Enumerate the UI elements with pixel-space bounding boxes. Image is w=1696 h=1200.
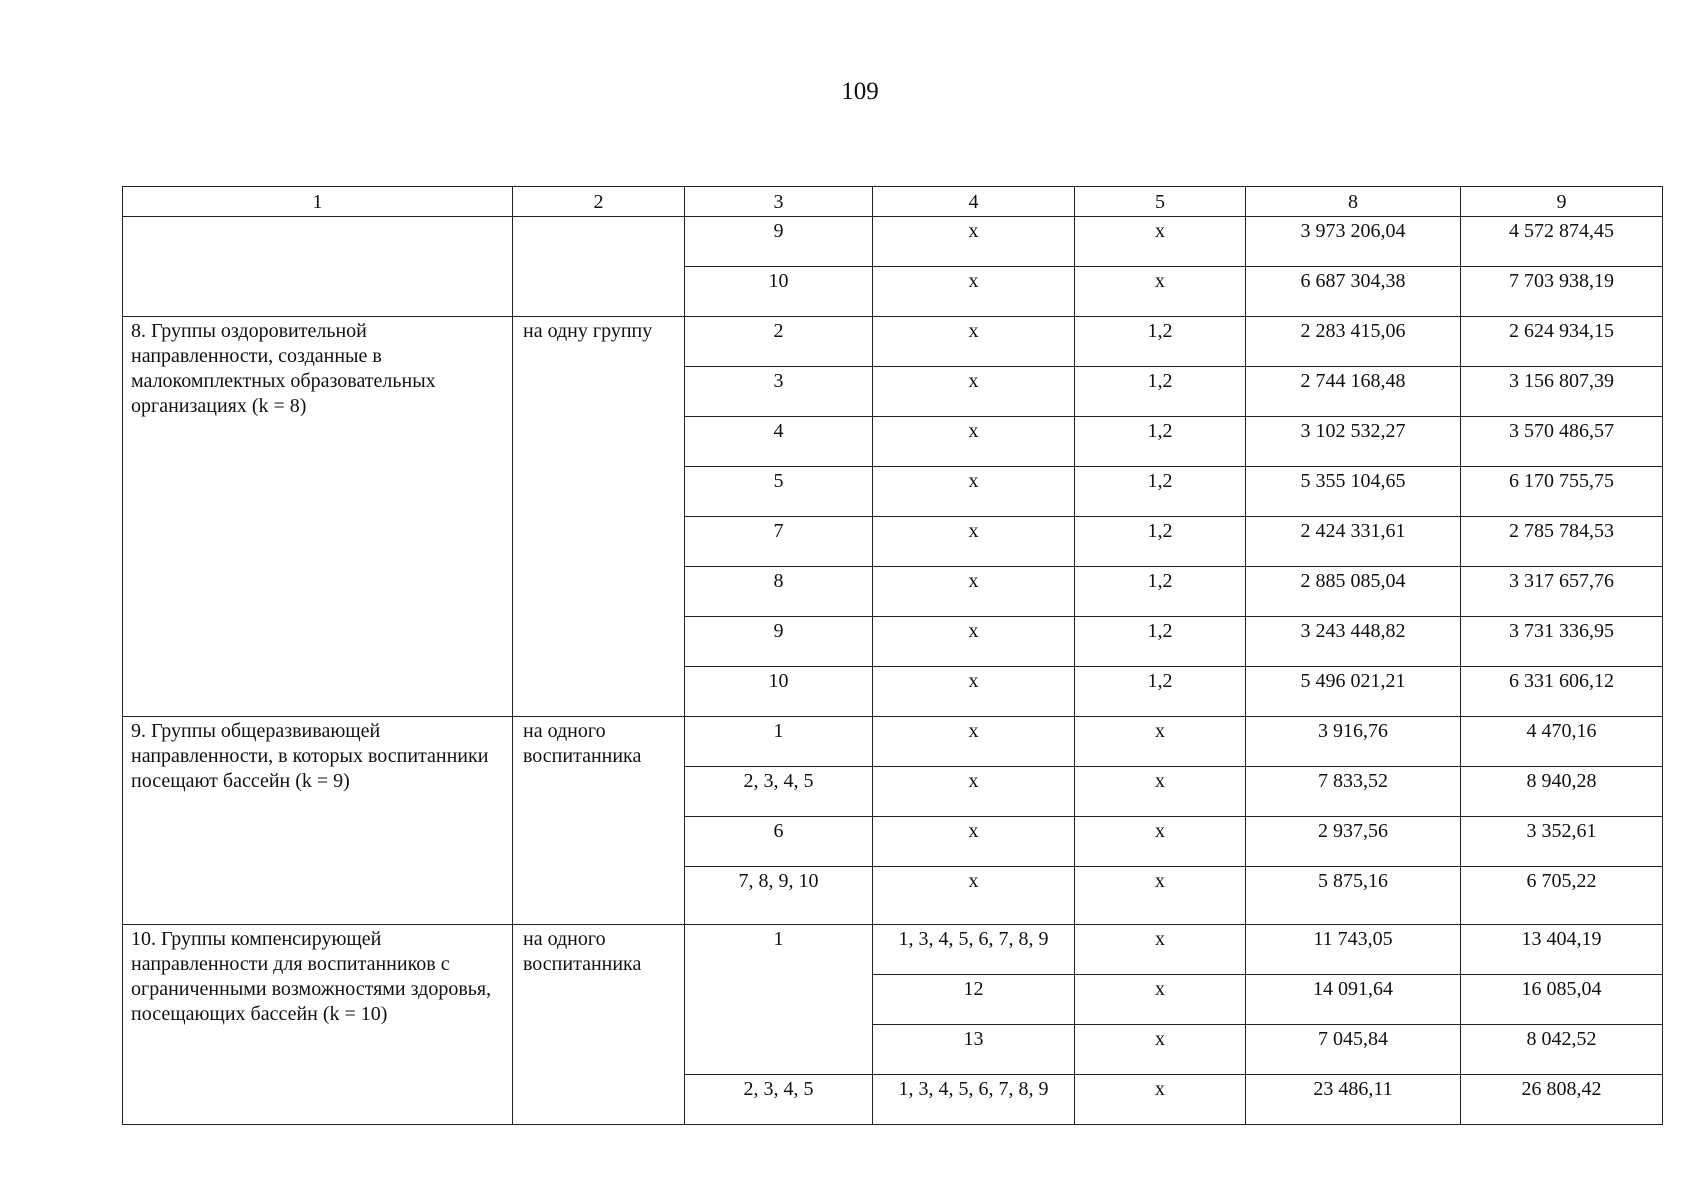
group-9-unit: на одного воспитанника: [513, 717, 685, 925]
continuation-name-cell: [123, 217, 513, 317]
cell-c9: 2 624 934,15: [1461, 317, 1663, 367]
cell-c9: 3 570 486,57: [1461, 417, 1663, 467]
cell-c3: 5: [685, 467, 873, 517]
cell-c5: х: [1075, 817, 1246, 867]
header-cell-4: 4: [873, 187, 1075, 217]
cell-c4: 13: [873, 1025, 1075, 1075]
cell-c5: х: [1075, 975, 1246, 1025]
cell-c9: 3 156 807,39: [1461, 367, 1663, 417]
cell-c8: 2 885 085,04: [1246, 567, 1461, 617]
cell-c3: 9: [685, 217, 873, 267]
cell-c4: х: [873, 467, 1075, 517]
cell-c5: х: [1075, 1025, 1246, 1075]
cell-c8: 5 496 021,21: [1246, 667, 1461, 717]
cell-c5: 1,2: [1075, 567, 1246, 617]
cell-c4: х: [873, 617, 1075, 667]
cell-c8: 7 045,84: [1246, 1025, 1461, 1075]
cell-c5: х: [1075, 1075, 1246, 1125]
cell-c5: х: [1075, 867, 1246, 925]
page-number: 109: [841, 78, 879, 105]
cell-c3: 2, 3, 4, 5: [685, 767, 873, 817]
cell-c5: х: [1075, 717, 1246, 767]
cell-c9: 26 808,42: [1461, 1075, 1663, 1125]
cell-c8: 5 355 104,65: [1246, 467, 1461, 517]
cell-c9: 3 731 336,95: [1461, 617, 1663, 667]
cell-c4: х: [873, 717, 1075, 767]
group-8-unit: на одну группу: [513, 317, 685, 717]
group-8-name: 8. Группы оздоровительной направленности, созданные в малокомплектных образовательных организациях (k = 8): [123, 317, 513, 717]
cell-c3: 4: [685, 417, 873, 467]
cell-c9: 13 404,19: [1461, 925, 1663, 975]
cell-c4: х: [873, 517, 1075, 567]
table-row: [123, 717, 1663, 767]
group-9-name: 9. Группы общеразвивающей направленности, в которых воспитанники посещают бассейн (k = 9): [123, 717, 513, 925]
cell-c9: 4 470,16: [1461, 717, 1663, 767]
cell-c8: 23 486,11: [1246, 1075, 1461, 1125]
cell-c8: 5 875,16: [1246, 867, 1461, 925]
cell-c5: х: [1075, 767, 1246, 817]
cell-c3: 2: [685, 317, 873, 367]
continuation-unit-cell: [513, 217, 685, 317]
cell-c3: 7: [685, 517, 873, 567]
cell-c5: 1,2: [1075, 367, 1246, 417]
header-cell-5: 5: [1075, 187, 1246, 217]
table-row: [123, 217, 1663, 267]
cell-c4: 12: [873, 975, 1075, 1025]
cell-c4: х: [873, 217, 1075, 267]
cell-c4: х: [873, 867, 1075, 925]
cell-c3: 6: [685, 817, 873, 867]
header-cell-8: 8: [1246, 187, 1461, 217]
cell-c3: 1: [685, 717, 873, 767]
cell-c8: 2 744 168,48: [1246, 367, 1461, 417]
cell-c4: х: [873, 267, 1075, 317]
cell-c3: 8: [685, 567, 873, 617]
cell-c4: 1, 3, 4, 5, 6, 7, 8, 9: [873, 1075, 1075, 1125]
cell-c4: х: [873, 567, 1075, 617]
cell-c8: 2 283 415,06: [1246, 317, 1461, 367]
group-10-unit: на одного воспитанника: [513, 925, 685, 1125]
cell-c3: 10: [685, 267, 873, 317]
cell-c4: х: [873, 817, 1075, 867]
cell-c9: 3 352,61: [1461, 817, 1663, 867]
cell-c3: 10: [685, 667, 873, 717]
cell-c4: 1, 3, 4, 5, 6, 7, 8, 9: [873, 925, 1075, 975]
header-cell-1: 1: [123, 187, 513, 217]
cell-c9: 2 785 784,53: [1461, 517, 1663, 567]
cell-c4: х: [873, 417, 1075, 467]
table-header-row: [123, 187, 1663, 217]
cell-c9: 8 940,28: [1461, 767, 1663, 817]
cell-c4: х: [873, 767, 1075, 817]
cell-c9: 4 572 874,45: [1461, 217, 1663, 267]
table-row: [123, 317, 1663, 367]
cell-c5: 1,2: [1075, 517, 1246, 567]
cell-c5: х: [1075, 217, 1246, 267]
group-10-name: 10. Группы компенсирующей направленности для воспитанников с ограниченными возможностями здоровья, посещающих бассейн (k = 10): [123, 925, 513, 1125]
cell-c9: 7 703 938,19: [1461, 267, 1663, 317]
cell-c3: 3: [685, 367, 873, 417]
cell-c5: х: [1075, 925, 1246, 975]
cell-c4: х: [873, 667, 1075, 717]
cell-c8: 2 937,56: [1246, 817, 1461, 867]
cell-c8: 11 743,05: [1246, 925, 1461, 975]
cell-c8: 7 833,52: [1246, 767, 1461, 817]
cell-c8: 2 424 331,61: [1246, 517, 1461, 567]
cell-c8: 3 973 206,04: [1246, 217, 1461, 267]
cell-c9: 8 042,52: [1461, 1025, 1663, 1075]
cell-c9: 3 317 657,76: [1461, 567, 1663, 617]
cell-c9: 6 331 606,12: [1461, 667, 1663, 717]
cell-c4: х: [873, 367, 1075, 417]
cell-c8: 3 102 532,27: [1246, 417, 1461, 467]
cell-c3: 1: [685, 925, 873, 1075]
cell-c5: х: [1075, 267, 1246, 317]
cell-c8: 14 091,64: [1246, 975, 1461, 1025]
cell-c8: 3 916,76: [1246, 717, 1461, 767]
cell-c9: 16 085,04: [1461, 975, 1663, 1025]
cell-c8: 6 687 304,38: [1246, 267, 1461, 317]
tariff-table: [122, 186, 1663, 1125]
header-cell-3: 3: [685, 187, 873, 217]
cell-c3: 2, 3, 4, 5: [685, 1075, 873, 1125]
header-cell-2: 2: [513, 187, 685, 217]
cell-c8: 3 243 448,82: [1246, 617, 1461, 667]
cell-c5: 1,2: [1075, 467, 1246, 517]
cell-c5: 1,2: [1075, 617, 1246, 667]
cell-c9: 6 705,22: [1461, 867, 1663, 925]
cell-c9: 6 170 755,75: [1461, 467, 1663, 517]
cell-c5: 1,2: [1075, 317, 1246, 367]
cell-c5: 1,2: [1075, 667, 1246, 717]
table-row: [123, 925, 1663, 975]
cell-c3: 7, 8, 9, 10: [685, 867, 873, 925]
cell-c3: 9: [685, 617, 873, 667]
cell-c5: 1,2: [1075, 417, 1246, 467]
header-cell-9: 9: [1461, 187, 1663, 217]
cell-c4: х: [873, 317, 1075, 367]
